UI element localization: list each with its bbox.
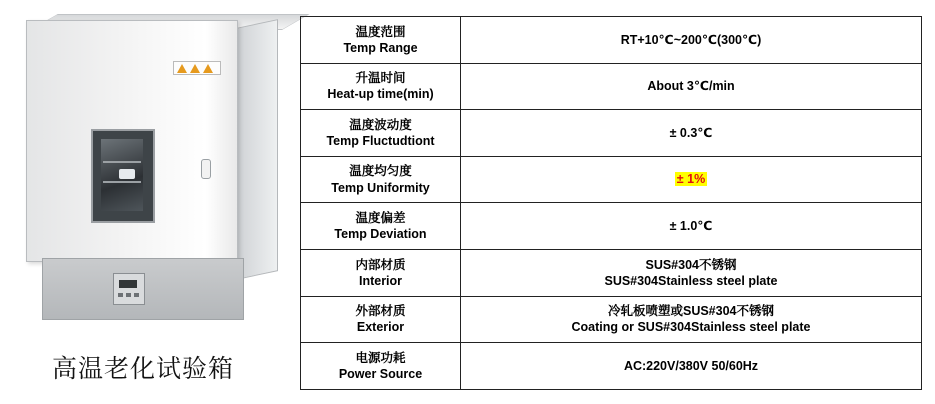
door-handle [201, 159, 211, 179]
spec-row [301, 249, 922, 296]
spec-label-en: Heat-up time(min) [327, 87, 434, 102]
spec-value-cell [461, 203, 922, 250]
spec-label-cn: 温度均匀度 [349, 164, 412, 179]
spec-label-cn: 温度范围 [355, 24, 406, 39]
spec-label-en: Interior [358, 273, 403, 288]
spec-value: 冷轧板喷塑或SUS#304不锈钢 [607, 304, 774, 319]
spec-label-cell [301, 203, 461, 250]
spec-label-cn: 外部材质 [355, 304, 406, 319]
spec-row [301, 296, 922, 343]
spec-label-cn: 温度偏差 [355, 210, 406, 225]
spec-label-cn: 内部材质 [355, 257, 406, 272]
spec-label-en: Temp Fluctudtiont [326, 133, 435, 148]
oven-door [26, 20, 238, 262]
spec-value-cell [461, 17, 922, 64]
product-caption: 高温老化试验箱 [52, 354, 235, 383]
spec-label-cn: 电源功耗 [355, 350, 406, 365]
sample-item [119, 169, 135, 179]
highlighted-value: ± 1% [676, 172, 706, 187]
spec-label-cell [301, 17, 461, 64]
oven-side-panel [236, 19, 278, 280]
control-panel [113, 273, 145, 305]
spec-value: SUS#304Stainless steel plate [604, 273, 778, 288]
spec-value-cell [461, 156, 922, 203]
spec-label-en: Temp Deviation [334, 227, 427, 242]
spec-label-cell [301, 249, 461, 296]
spec-value: Coating or SUS#304Stainless steel plate [571, 320, 811, 335]
spec-row [301, 343, 922, 390]
spec-value-cell [461, 343, 922, 390]
spec-label-cn: 温度波动度 [349, 117, 412, 132]
spec-row [301, 203, 922, 250]
spec-value: About 3℃/min [647, 79, 735, 94]
spec-label-en: Exterior [356, 320, 405, 335]
spec-value-cell [461, 110, 922, 157]
spec-value [461, 171, 921, 187]
spec-row [301, 17, 922, 64]
spec-value: AC:220V/380V 50/60Hz [623, 358, 759, 373]
spec-row [301, 110, 922, 157]
oven-base [42, 258, 244, 320]
spec-label-cn: 升温时间 [355, 71, 406, 86]
spec-row [301, 63, 922, 110]
spec-label-cell [301, 296, 461, 343]
spec-label-en: Temp Uniformity [331, 180, 430, 195]
spec-value-cell [461, 63, 922, 110]
spec-label-cell [301, 63, 461, 110]
spec-value: ± 1.0℃ [669, 219, 713, 234]
spec-value: ± 0.3℃ [669, 125, 713, 140]
warning-labels [173, 61, 221, 75]
product-image [20, 14, 275, 344]
spec-value-cell [461, 296, 922, 343]
spec-label-cell [301, 156, 461, 203]
spec-label-en: Temp Range [343, 40, 418, 55]
spec-label-cell [301, 343, 461, 390]
spec-table [300, 16, 922, 390]
spec-label-en: Power Source [338, 366, 423, 381]
oven-window [91, 129, 155, 223]
spec-value-cell [461, 249, 922, 296]
spec-value: SUS#304不锈钢 [645, 257, 737, 272]
spec-value: RT+10℃~200℃(300℃) [620, 32, 762, 47]
spec-label-cell [301, 110, 461, 157]
spec-row [301, 156, 922, 203]
